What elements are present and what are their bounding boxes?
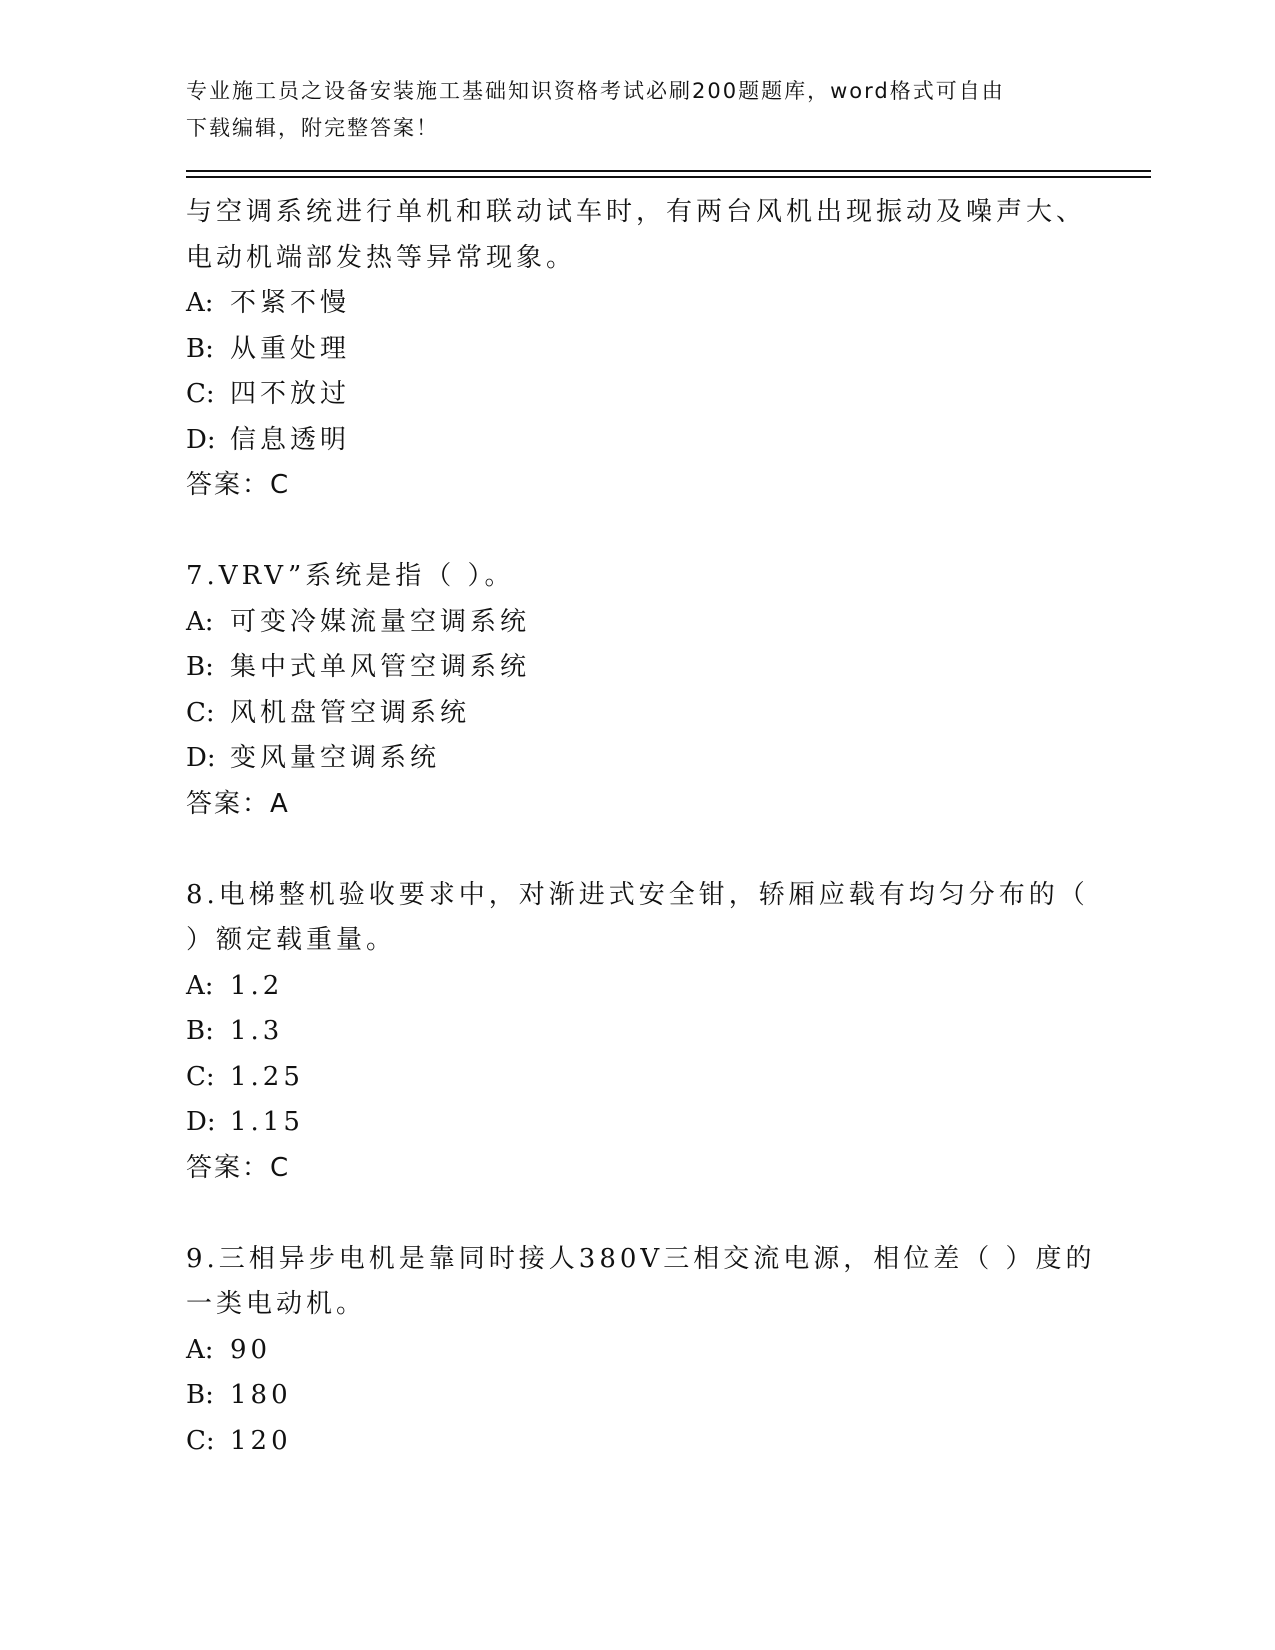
option-c [186, 372, 1086, 418]
option-c [186, 1055, 1086, 1101]
question-8 [186, 873, 1089, 1192]
option-label: B: [186, 652, 214, 682]
option-d [186, 1100, 1086, 1146]
option-c [186, 691, 1086, 737]
option-label: C: [186, 1061, 215, 1092]
spacer [186, 509, 1086, 555]
question-list [186, 190, 1096, 1464]
option-a [186, 281, 1086, 327]
option-a [186, 964, 1086, 1010]
option-d [186, 736, 1086, 782]
option-label: C: [186, 379, 215, 409]
option-c [186, 1419, 1086, 1465]
header-rule-top [186, 170, 1151, 172]
option-text: 90 [230, 1334, 272, 1365]
option-label: D: [186, 1107, 216, 1137]
option-b [186, 645, 1086, 691]
option-a [186, 600, 1086, 646]
option-text: 180 [230, 1380, 292, 1410]
option-label: D: [186, 743, 216, 773]
answer: 答案：C [186, 1152, 291, 1183]
option-label: B: [186, 333, 214, 364]
option-label: A: [186, 288, 214, 318]
question-6 [186, 190, 1086, 509]
option-text: 1.15 [230, 1107, 304, 1137]
option-text: 风机盘管空调系统 [230, 697, 471, 728]
option-text: 从重处理 [230, 333, 351, 364]
option-text: 可变冷媒流量空调系统 [230, 606, 531, 637]
spacer [186, 827, 1086, 873]
option-label: D: [186, 424, 216, 455]
option-d [186, 418, 1086, 464]
option-text: 变风量空调系统 [230, 743, 441, 773]
answer: 答案：C [186, 470, 291, 500]
question-stem-line: 9.三相异步电机是靠同时接人380V三相交流电源，相位差（ ）度的 [186, 1243, 1096, 1274]
header-title-line-2: 下载编辑，附完整答案！ [186, 116, 439, 140]
option-label: C: [186, 1425, 215, 1456]
question-stem-line: 一类电动机。 [186, 1289, 367, 1319]
question-stem-line: 7.VRV”系统是指（ ）。 [186, 561, 515, 591]
option-label: B: [186, 1016, 214, 1046]
question-stem-line: 8.电梯整机验收要求中，对渐进式安全钳，轿厢应载有均匀分布的（ [186, 879, 1089, 910]
header-rule-bottom [186, 176, 1151, 178]
option-label: A: [186, 1334, 214, 1365]
question-7 [186, 554, 1086, 827]
option-text: 四不放过 [230, 379, 351, 409]
question-stem-line: 与空调系统进行单机和联动试车时，有两台风机出现振动及噪声大、 [186, 197, 1087, 227]
option-text: 1.2 [230, 970, 284, 1001]
option-b [186, 1009, 1086, 1055]
spacer [186, 1191, 1086, 1237]
option-text: 1.3 [230, 1016, 284, 1046]
option-b [186, 1373, 1086, 1419]
option-text: 集中式单风管空调系统 [230, 652, 531, 682]
option-text: 信息透明 [230, 424, 351, 455]
option-text: 1.25 [230, 1061, 304, 1092]
header-title-line-1: 专业施工员之设备安装施工基础知识资格考试必刷200题题库，word格式可自由 [186, 79, 1005, 103]
option-label: B: [186, 1380, 214, 1410]
document-header [186, 73, 1066, 147]
option-a [186, 1328, 1086, 1374]
option-label: C: [186, 697, 215, 728]
question-stem-line: 电动机端部发热等异常现象。 [186, 242, 577, 273]
option-b [186, 327, 1086, 373]
option-text: 不紧不慢 [230, 288, 351, 318]
question-stem-line: ）额定载重量。 [186, 925, 397, 955]
answer: 答案：A [186, 788, 290, 819]
option-label: A: [186, 970, 214, 1001]
option-label: A: [186, 606, 214, 637]
option-text: 120 [230, 1425, 292, 1456]
question-9 [186, 1237, 1096, 1465]
